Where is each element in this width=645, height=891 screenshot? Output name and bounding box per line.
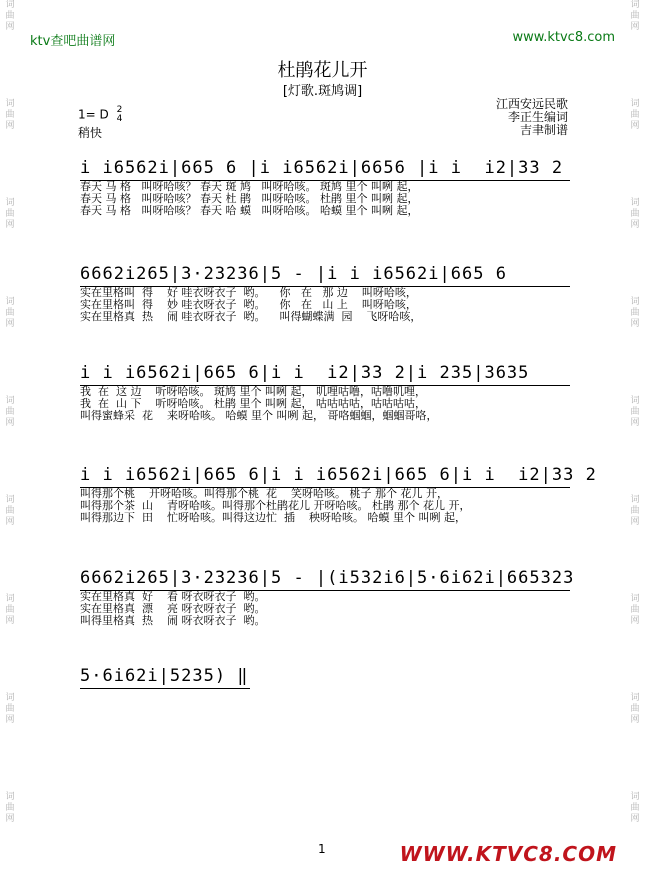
side-watermark-char: 词 xyxy=(5,792,15,802)
credit-notation: 吉聿制谱 xyxy=(519,123,568,137)
side-watermark-char: 曲 xyxy=(5,605,15,615)
lyric-verse-3: 叫得里格真 热 闹 呀衣呀衣子 哟。 xyxy=(80,614,266,627)
side-watermark-char: 网 xyxy=(630,121,640,131)
side-watermark-right xyxy=(625,0,645,891)
side-watermark-char: 网 xyxy=(630,814,640,824)
score-system-6 xyxy=(80,664,250,689)
lyric-verse-3: 叫得蜜蜂采 花 来呀哈咳。 哈蟆 里个 叫咧 起， 哥咯蝈蝈，蝈蝈哥咯， xyxy=(80,409,438,422)
side-watermark-char: 曲 xyxy=(5,803,15,813)
side-watermark-char: 曲 xyxy=(5,704,15,714)
side-watermark-char: 词 xyxy=(630,594,640,604)
side-watermark-char: 词 xyxy=(630,495,640,505)
side-watermark-char: 曲 xyxy=(5,110,15,120)
notation-line: 6662i265|3·23236|5 - |i i i6562i|665 6 xyxy=(80,262,570,287)
side-watermark-left xyxy=(0,0,20,891)
side-watermark-char: 曲 xyxy=(5,407,15,417)
side-watermark-char: 网 xyxy=(630,22,640,32)
side-watermark-char: 曲 xyxy=(630,803,640,813)
side-watermark-char: 网 xyxy=(630,220,640,230)
side-watermark-char: 词 xyxy=(630,693,640,703)
lyric-verse-2: 春天 马 格 叫呀哈咳？ 春天 杜 鹃 叫呀哈咳。 杜鹃 里个 叫咧 起， xyxy=(80,192,419,205)
notation-line: i i i6562i|665 6|i i i6562i|665 6|i i i2|33 2 xyxy=(80,463,570,488)
credit-origin: 江西安远民歌 xyxy=(495,97,568,111)
side-watermark-char: 词 xyxy=(630,297,640,307)
side-watermark-char: 词 xyxy=(5,495,15,505)
song-subtitle: [灯歌.斑鸠调] xyxy=(282,84,363,99)
side-watermark-char: 网 xyxy=(630,418,640,428)
notation-line: 6662i265|3·23236|5 - |(i532i6|5·6i62i|665323 xyxy=(80,566,570,591)
side-watermark-char: 曲 xyxy=(5,11,15,21)
side-watermark-char: 词 xyxy=(630,792,640,802)
side-watermark-char: 网 xyxy=(5,220,15,230)
notation-line: i i i6562i|665 6|i i i2|33 2|i 235|3635 xyxy=(80,361,570,386)
side-watermark-char: 网 xyxy=(5,319,15,329)
side-watermark-char: 词 xyxy=(5,396,15,406)
lyric-verse-3: 实在里格真 热 闹 哇衣呀衣子 哟。 叫得蝴蝶满 园 飞呀哈咳， xyxy=(80,310,422,323)
lyric-verse-2: 实在里格叫 得 妙 哇衣呀衣子 哟。 你 在 山 上 叫呀哈咳， xyxy=(80,298,417,311)
side-watermark-char: 网 xyxy=(5,22,15,32)
lyric-verse-1: 我 在 这 边 听呀哈咳。 斑鸠 里个 叫咧 起， 叽哩咕噜，咕噜叽哩， xyxy=(80,385,426,398)
time-top: 2 xyxy=(116,105,123,115)
side-watermark-char: 曲 xyxy=(630,704,640,714)
lyric-verse-2: 叫得那个茶 山 青呀哈咳。叫得那个杜鹃花儿 开呀哈咳。 杜鹃 那个 花儿 开， xyxy=(80,499,471,512)
site-watermark-right: www.ktvc8.com xyxy=(512,30,615,45)
key-signature xyxy=(78,106,122,124)
side-watermark-char: 曲 xyxy=(630,605,640,615)
score-system-4 xyxy=(80,463,597,524)
side-watermark-char: 曲 xyxy=(5,506,15,516)
side-watermark-char: 网 xyxy=(5,121,15,131)
side-watermark-char: 词 xyxy=(5,198,15,208)
time-bottom: 4 xyxy=(116,114,123,124)
lyric-verse-1: 实在里格叫 得 好 哇衣呀衣子 哟。 你 在 那 边 叫呀哈咳， xyxy=(80,286,417,299)
footer-logo: WWW.KTVC8.COM xyxy=(399,842,617,866)
side-watermark-char: 网 xyxy=(5,715,15,725)
lyric-verse-3: 春天 马 格 叫呀哈咳？ 春天 哈 蟆 叫呀哈咳。 哈蟆 里个 叫咧 起， xyxy=(80,204,419,217)
side-watermark-char: 词 xyxy=(630,99,640,109)
credits xyxy=(496,98,568,137)
lyric-verse-2: 实在里格真 漂 亮 呀衣呀衣子 哟。 xyxy=(80,602,266,615)
side-watermark-char: 网 xyxy=(5,418,15,428)
side-watermark-char: 网 xyxy=(5,814,15,824)
score-system-1 xyxy=(80,156,575,217)
side-watermark-char: 词 xyxy=(5,99,15,109)
side-watermark-char: 词 xyxy=(630,198,640,208)
side-watermark-char: 网 xyxy=(5,616,15,626)
side-watermark-char: 词 xyxy=(5,594,15,604)
side-watermark-char: 词 xyxy=(5,0,15,10)
lyric-verse-2: 我 在 山 下 听呀哈咳。 杜鹃 里个 叫咧 起， 咕咕咕咕，咕咕咕咕， xyxy=(80,397,426,410)
side-watermark-char: 词 xyxy=(5,297,15,307)
lyric-verse-1: 春天 马 格 叫呀哈咳？ 春天 斑 鸠 叫呀哈咳。 斑鸠 里个 叫咧 起， xyxy=(80,180,419,193)
score-system-5 xyxy=(80,566,575,627)
notation-line: i i6562i|665 6 |i i6562i|6656 |i i i2|33 2 xyxy=(80,156,570,181)
song-title: 杜鹃花儿开 xyxy=(277,60,368,81)
side-watermark-char: 网 xyxy=(5,517,15,527)
side-watermark-char: 网 xyxy=(630,517,640,527)
side-watermark-char: 词 xyxy=(630,0,640,10)
side-watermark-char: 曲 xyxy=(630,506,640,516)
credit-lyricist: 李正生编词 xyxy=(507,110,568,124)
key-label: 1= D xyxy=(78,107,109,122)
side-watermark-char: 网 xyxy=(630,319,640,329)
side-watermark-char: 曲 xyxy=(5,209,15,219)
side-watermark-char: 网 xyxy=(630,715,640,725)
tempo-marking: 稍快 xyxy=(78,126,103,140)
final-barline: ‖ xyxy=(226,666,249,686)
notation-line xyxy=(80,664,250,689)
side-watermark-char: 曲 xyxy=(630,110,640,120)
score-system-3 xyxy=(80,361,570,422)
side-watermark-char: 曲 xyxy=(630,209,640,219)
side-watermark-char: 网 xyxy=(630,616,640,626)
score-system-2 xyxy=(80,262,570,323)
notation-text: 5·6i62i|5235) xyxy=(80,666,227,686)
lyric-verse-1: 叫得那个桃 开呀哈咳。叫得那个桃 花 笑呀哈咳。 桃子 那个 花儿 开， xyxy=(80,487,448,500)
side-watermark-char: 曲 xyxy=(630,407,640,417)
side-watermark-char: 曲 xyxy=(5,308,15,318)
time-signature xyxy=(117,106,123,124)
side-watermark-char: 词 xyxy=(630,396,640,406)
side-watermark-char: 曲 xyxy=(630,308,640,318)
side-watermark-char: 曲 xyxy=(630,11,640,21)
lyric-verse-1: 实在里格真 好 看 呀衣呀衣子 哟。 xyxy=(80,590,266,603)
lyric-verse-3: 叫得那边下 田 忙呀哈咳。叫得这边忙 插 秧呀哈咳。 哈蟆 里个 叫咧 起， xyxy=(80,511,466,524)
site-watermark-left: ktv查吧曲谱网 xyxy=(30,34,116,49)
side-watermark-char: 词 xyxy=(5,693,15,703)
page-number: 1 xyxy=(318,842,326,856)
